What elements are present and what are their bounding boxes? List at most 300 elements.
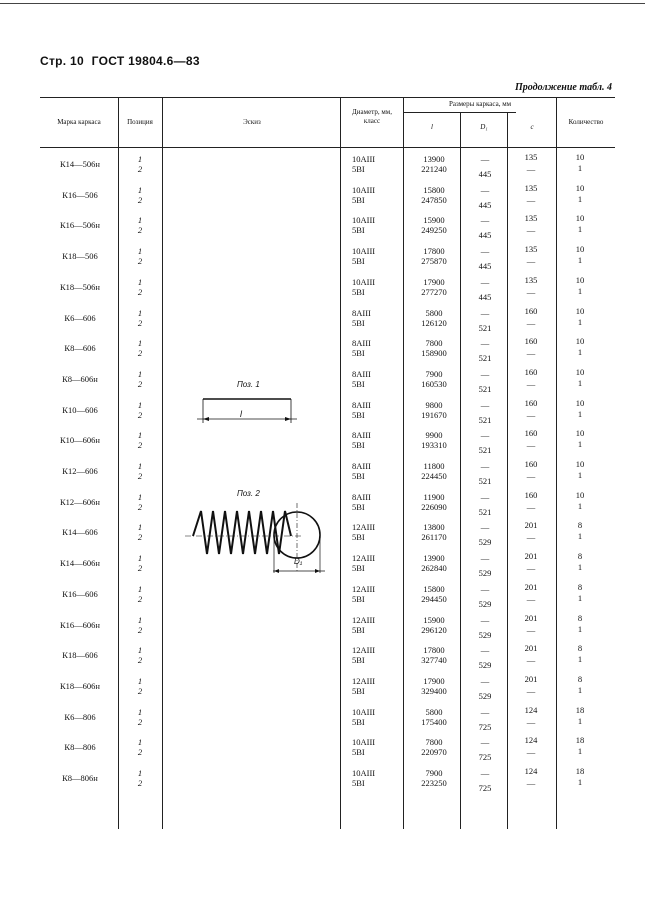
diameter-pos2: 5ВI xyxy=(352,624,365,635)
length-pos2: 221240 xyxy=(421,164,447,174)
position-2: 2 xyxy=(137,256,143,267)
qty-pos1: 18 xyxy=(575,704,585,715)
length-pos1: 13900 xyxy=(423,154,445,164)
c-pos1: 160 xyxy=(524,489,538,500)
qty-pos2: 1 xyxy=(577,654,583,665)
diameter-pos1: 12АIII xyxy=(352,522,376,533)
qty-pos1: 10 xyxy=(575,182,585,193)
c-pos2: — xyxy=(526,778,536,788)
header-diameter: Диаметр, мм, класс xyxy=(352,108,392,125)
c-pos1: 160 xyxy=(524,397,538,408)
c-pos1: 124 xyxy=(524,735,538,746)
header-sketch: Эскиз xyxy=(243,118,261,126)
position-2: 2 xyxy=(137,471,143,481)
c-pos1: 124 xyxy=(524,766,538,776)
position-2: 2 xyxy=(137,685,143,696)
qty-pos2: 1 xyxy=(577,470,583,480)
length-pos1: 13900 xyxy=(423,553,445,564)
diameter-pos2: 5ВI xyxy=(352,317,365,328)
top-rule xyxy=(0,3,645,4)
d1-pos2: 529 xyxy=(478,537,492,548)
diameter-pos1: 10АIII xyxy=(352,215,376,226)
length-pos2: 223250 xyxy=(421,778,447,788)
length-pos1: 7800 xyxy=(425,737,443,748)
frame-mark: К10—606н xyxy=(60,435,100,446)
frame-mark: К16—606н xyxy=(60,619,100,630)
qty-pos1: 8 xyxy=(577,612,583,623)
diameter-pos1: 10АIII xyxy=(352,768,376,778)
c-pos2: — xyxy=(526,563,536,574)
length-pos1: 13800 xyxy=(423,522,445,533)
frame-mark: К6—606 xyxy=(64,312,96,323)
c-pos2: — xyxy=(526,655,536,666)
diameter-pos2: 5ВI xyxy=(352,716,365,727)
length-pos2: 126120 xyxy=(421,317,447,328)
position-1: 1 xyxy=(137,399,143,410)
position-2: 2 xyxy=(137,348,143,359)
d1-pos2: 521 xyxy=(478,506,492,517)
position-2: 2 xyxy=(137,655,143,666)
c-pos2: — xyxy=(526,256,536,267)
qty-pos1: 10 xyxy=(575,428,585,439)
position-1: 1 xyxy=(137,215,143,226)
position-2: 2 xyxy=(137,164,143,174)
table-top-rule xyxy=(40,97,615,98)
standard-number: ГОСТ 19804.6—83 xyxy=(91,54,200,68)
c-pos2: — xyxy=(526,624,536,635)
qty-pos2: 1 xyxy=(577,408,583,419)
diameter-pos2: 5ВI xyxy=(352,563,365,574)
qty-pos1: 10 xyxy=(575,152,585,162)
qty-pos1: 10 xyxy=(575,274,585,285)
length-pos2: 220970 xyxy=(421,747,447,758)
diameter-pos2: 5ВI xyxy=(352,778,365,788)
c-pos1: 135 xyxy=(524,244,538,255)
diameter-pos1: 12АIII xyxy=(352,553,376,564)
c-pos1: 135 xyxy=(524,274,538,285)
position-1: 1 xyxy=(137,614,143,625)
d1-pos2: 445 xyxy=(478,261,492,272)
diameter-pos1: 10АIII xyxy=(352,706,376,717)
diameter-pos1: 12АIII xyxy=(352,583,376,594)
length-pos1: 5800 xyxy=(425,706,443,717)
d1-pos1: — xyxy=(480,338,490,349)
position-2: 2 xyxy=(137,563,143,574)
qty-pos1: 8 xyxy=(577,581,583,592)
c-pos1: 160 xyxy=(524,366,538,377)
qty-pos2: 1 xyxy=(577,193,583,204)
qty-pos1: 18 xyxy=(575,766,585,776)
position-1: 1 xyxy=(137,461,143,471)
frame-mark: К16—506н xyxy=(60,220,100,231)
header-c: c xyxy=(530,123,534,131)
position-2: 2 xyxy=(137,409,143,420)
qty-pos1: 18 xyxy=(575,735,585,746)
pos2-label: Поз. 2 xyxy=(237,489,260,498)
d1-label: D₁ xyxy=(294,557,303,566)
qty-pos1: 10 xyxy=(575,489,585,500)
d1-pos2: 445 xyxy=(478,169,492,179)
diameter-pos2: 5ВI xyxy=(352,194,365,205)
c-pos1: 135 xyxy=(524,152,538,162)
frame-mark: К16—506 xyxy=(62,189,98,200)
diameter-pos1: 8АIII xyxy=(352,461,371,471)
table-row xyxy=(40,460,615,491)
qty-pos2: 1 xyxy=(577,592,583,603)
qty-pos2: 1 xyxy=(577,715,583,726)
d1-pos2: 445 xyxy=(478,291,492,302)
c-pos2: — xyxy=(526,378,536,389)
diameter-pos2: 5ВI xyxy=(352,256,365,267)
c-pos2: — xyxy=(526,286,536,297)
page-number: Стр. 10 xyxy=(40,54,84,68)
frame-mark: К8—606 xyxy=(64,343,96,354)
table-row xyxy=(40,767,615,798)
header-mark: Марка каркаса xyxy=(57,118,101,126)
position-2: 2 xyxy=(137,317,143,328)
d1-pos1: — xyxy=(480,675,490,686)
position-1: 1 xyxy=(137,368,143,379)
d1-pos1: — xyxy=(480,461,490,471)
d1-pos1: — xyxy=(480,645,490,656)
c-pos2: — xyxy=(526,164,536,174)
diameter-pos1: 8АIII xyxy=(352,430,371,441)
position-1: 1 xyxy=(137,737,143,748)
c-pos2: — xyxy=(526,471,536,481)
d1-pos2: 529 xyxy=(478,568,492,579)
position-1: 1 xyxy=(137,338,143,349)
header-l: l xyxy=(431,123,433,131)
diameter-pos2: 5ВI xyxy=(352,532,365,543)
frame-mark: К12—606 xyxy=(62,466,98,476)
position-2: 2 xyxy=(137,286,143,297)
table-row xyxy=(40,307,615,338)
length-pos2: 249250 xyxy=(421,225,447,236)
d1-pos2: 725 xyxy=(478,783,492,793)
length-pos1: 15800 xyxy=(423,184,445,195)
frame-mark: К8—806н xyxy=(62,773,98,783)
length-pos1: 7800 xyxy=(425,338,443,349)
d1-pos1: — xyxy=(480,154,490,164)
table-row xyxy=(40,399,615,430)
table-row xyxy=(40,614,615,645)
qty-pos1: 10 xyxy=(575,336,585,347)
diameter-pos1: 10АIII xyxy=(352,184,376,195)
c-pos2: — xyxy=(526,716,536,727)
c-pos2: — xyxy=(526,194,536,205)
frame-mark: К18—506н xyxy=(60,281,100,292)
length-pos2: 277270 xyxy=(421,286,447,297)
diameter-pos1: 12АIII xyxy=(352,675,376,686)
d1-pos2: 445 xyxy=(478,199,492,210)
table-row xyxy=(40,675,615,706)
qty-pos2: 1 xyxy=(577,285,583,296)
qty-pos1: 8 xyxy=(577,520,583,531)
position-2: 2 xyxy=(137,747,143,758)
diameter-pos1: 12АIII xyxy=(352,645,376,656)
d1-pos2: 521 xyxy=(478,322,492,333)
c-pos1: 201 xyxy=(524,581,538,592)
qty-pos2: 1 xyxy=(577,623,583,634)
length-pos2: 294450 xyxy=(421,593,447,604)
length-pos2: 175400 xyxy=(421,716,447,727)
frame-mark: К14—506н xyxy=(60,159,100,169)
frame-mark: К6—806 xyxy=(64,711,96,722)
qty-pos1: 10 xyxy=(575,366,585,377)
c-pos2: — xyxy=(526,348,536,359)
d1-pos2: 521 xyxy=(478,353,492,364)
d1-pos2: 521 xyxy=(478,476,492,486)
qty-pos1: 10 xyxy=(575,305,585,316)
d1-pos2: 529 xyxy=(478,598,492,609)
pos1-label: Поз. 1 xyxy=(237,380,260,389)
l-label: l xyxy=(240,409,242,419)
length-pos2: 329400 xyxy=(421,685,447,696)
diameter-pos2: 5ВI xyxy=(352,655,365,666)
diameter-pos1: 10АIII xyxy=(352,737,376,748)
section-drawing xyxy=(273,495,333,585)
table-continuation: Продолжение табл. 4 xyxy=(514,82,612,93)
frame-mark: К12—606н xyxy=(60,496,100,507)
qty-pos2: 1 xyxy=(577,347,583,358)
c-pos2: — xyxy=(526,440,536,451)
qty-pos2: 1 xyxy=(577,684,583,695)
c-pos1: 201 xyxy=(524,520,538,531)
d1-pos2: 529 xyxy=(478,660,492,671)
frame-mark: К16—606 xyxy=(62,588,98,599)
d1-pos1: — xyxy=(480,215,490,226)
table-row xyxy=(40,153,615,184)
c-pos1: 124 xyxy=(524,704,538,715)
position-2: 2 xyxy=(137,378,143,389)
qty-pos2: 1 xyxy=(577,163,583,173)
c-pos1: 201 xyxy=(524,673,538,684)
diameter-pos2: 5ВI xyxy=(352,164,365,174)
d1-pos1: — xyxy=(480,184,490,195)
frame-mark: К14—606н xyxy=(60,558,100,569)
qty-pos1: 8 xyxy=(577,673,583,684)
c-pos2: — xyxy=(526,317,536,328)
qty-pos2: 1 xyxy=(577,224,583,235)
c-pos2: — xyxy=(526,501,536,512)
position-2: 2 xyxy=(137,194,143,205)
frame-mark: К18—506 xyxy=(62,251,98,262)
length-pos1: 11900 xyxy=(423,491,445,502)
length-pos2: 158900 xyxy=(421,348,447,359)
d1-pos1: — xyxy=(480,368,490,379)
diameter-pos1: 8АIII xyxy=(352,491,371,502)
length-pos1: 7900 xyxy=(425,768,443,778)
position-1: 1 xyxy=(137,768,143,778)
c-pos1: 135 xyxy=(524,182,538,193)
frame-section xyxy=(273,495,333,590)
table-row xyxy=(40,245,615,276)
qty-pos2: 1 xyxy=(577,316,583,327)
d1-pos2: 521 xyxy=(478,383,492,394)
length-pos1: 9900 xyxy=(425,430,443,441)
diameter-pos1: 8АIII xyxy=(352,338,371,349)
d1-pos1: — xyxy=(480,737,490,748)
table-row xyxy=(40,429,615,460)
diameter-pos2: 5ВI xyxy=(352,747,365,758)
length-pos2: 296120 xyxy=(421,624,447,635)
table-row xyxy=(40,214,615,245)
qty-pos2: 1 xyxy=(577,562,583,573)
qty-pos1: 10 xyxy=(575,213,585,224)
d1-pos2: 521 xyxy=(478,414,492,425)
qty-pos1: 10 xyxy=(575,397,585,408)
qty-pos2: 1 xyxy=(577,377,583,388)
frame-mark: К8—606н xyxy=(62,373,98,384)
length-pos2: 262840 xyxy=(421,563,447,574)
length-pos2: 247850 xyxy=(421,194,447,205)
position-2: 2 xyxy=(137,593,143,604)
length-pos1: 17800 xyxy=(423,246,445,257)
position-1: 1 xyxy=(137,553,143,564)
d1-pos1: — xyxy=(480,430,490,441)
spec-table xyxy=(40,97,615,829)
length-pos1: 15900 xyxy=(423,614,445,625)
frame-mark: К8—806 xyxy=(64,742,96,753)
c-pos1: 160 xyxy=(524,305,538,316)
c-pos1: 135 xyxy=(524,213,538,224)
position-1: 1 xyxy=(137,154,143,164)
diameter-pos1: 10АIII xyxy=(352,154,376,164)
position-2: 2 xyxy=(137,225,143,236)
d1-pos2: 725 xyxy=(478,752,492,763)
length-pos1: 15800 xyxy=(423,583,445,594)
length-pos1: 11800 xyxy=(423,461,445,471)
length-pos2: 193310 xyxy=(421,440,447,451)
diameter-pos2: 5ВI xyxy=(352,593,365,604)
qty-pos2: 1 xyxy=(577,439,583,450)
frame-mark: К14—606 xyxy=(62,527,98,538)
length-pos1: 15900 xyxy=(423,215,445,226)
length-pos1: 17800 xyxy=(423,645,445,656)
d1-pos2: 529 xyxy=(478,690,492,701)
c-pos1: 160 xyxy=(524,336,538,347)
table-row xyxy=(40,644,615,675)
position-1: 1 xyxy=(137,675,143,686)
position-2: 2 xyxy=(137,624,143,635)
c-pos2: — xyxy=(526,593,536,604)
position-1: 1 xyxy=(137,276,143,287)
d1-pos1: — xyxy=(480,399,490,410)
position-1: 1 xyxy=(137,491,143,502)
c-pos2: — xyxy=(526,747,536,758)
length-pos1: 17900 xyxy=(423,675,445,686)
header-position: Позиция xyxy=(127,118,153,126)
c-pos1: 160 xyxy=(524,428,538,439)
diameter-pos1: 10АIII xyxy=(352,246,376,257)
qty-pos1: 10 xyxy=(575,459,585,469)
page-header xyxy=(40,54,200,68)
diameter-pos2: 5ВI xyxy=(352,685,365,696)
length-pos2: 327740 xyxy=(421,655,447,666)
d1-pos1: — xyxy=(480,768,490,778)
d1-pos1: — xyxy=(480,522,490,533)
d1-pos1: — xyxy=(480,276,490,287)
diameter-pos1: 8АIII xyxy=(352,368,371,379)
position-2: 2 xyxy=(137,501,143,512)
diameter-pos1: 8АIII xyxy=(352,307,371,318)
qty-pos2: 1 xyxy=(577,255,583,266)
frame-mark: К10—606 xyxy=(62,404,98,415)
table-row xyxy=(40,368,615,399)
d1-pos2: 445 xyxy=(478,230,492,241)
length-pos1: 9800 xyxy=(425,399,443,410)
diameter-pos2: 5ВI xyxy=(352,225,365,236)
length-pos1: 5800 xyxy=(425,307,443,318)
position-2: 2 xyxy=(137,716,143,727)
table-row xyxy=(40,736,615,767)
table-row xyxy=(40,276,615,307)
qty-pos2: 1 xyxy=(577,777,583,787)
d1-pos1: — xyxy=(480,706,490,717)
qty-pos1: 8 xyxy=(577,643,583,654)
position-1: 1 xyxy=(137,307,143,318)
diameter-pos2: 5ВI xyxy=(352,471,365,481)
c-pos1: 201 xyxy=(524,551,538,562)
length-pos2: 226090 xyxy=(421,501,447,512)
position-1: 1 xyxy=(137,522,143,533)
c-pos1: 201 xyxy=(524,643,538,654)
position-1: 1 xyxy=(137,706,143,717)
d1-pos1: — xyxy=(480,614,490,625)
length-pos2: 160530 xyxy=(421,378,447,389)
diameter-pos1: 8АIII xyxy=(352,399,371,410)
d1-pos1: — xyxy=(480,583,490,594)
qty-pos1: 10 xyxy=(575,244,585,255)
position-1: 1 xyxy=(137,246,143,257)
diameter-pos1: 12АIII xyxy=(352,614,376,625)
diameter-pos2: 5ВI xyxy=(352,409,365,420)
c-pos2: — xyxy=(526,225,536,236)
header-bottom-rule xyxy=(40,147,615,148)
position-1: 1 xyxy=(137,184,143,195)
length-pos1: 17900 xyxy=(423,276,445,287)
d1-pos2: 521 xyxy=(478,445,492,456)
c-pos1: 201 xyxy=(524,612,538,623)
d1-pos1: — xyxy=(480,246,490,257)
length-pos2: 261170 xyxy=(421,532,447,543)
length-pos1: 7900 xyxy=(425,368,443,379)
d1-pos2: 529 xyxy=(478,629,492,640)
d1-pos2: 725 xyxy=(478,721,492,732)
qty-pos2: 1 xyxy=(577,500,583,511)
c-pos2: — xyxy=(526,685,536,696)
position-1: 1 xyxy=(137,583,143,594)
header-dims-group: Размеры каркаса, мм xyxy=(448,100,512,108)
position-2: 2 xyxy=(137,778,143,788)
length-pos2: 275870 xyxy=(421,256,447,267)
diameter-pos2: 5ВI xyxy=(352,286,365,297)
diameter-pos1: 10АIII xyxy=(352,276,376,287)
table-row xyxy=(40,706,615,737)
qty-pos2: 1 xyxy=(577,531,583,542)
c-pos2: — xyxy=(526,532,536,543)
diameter-pos2: 5ВI xyxy=(352,378,365,389)
frame-mark: К18—606 xyxy=(62,650,98,661)
header-qty: Количество xyxy=(568,118,604,126)
c-pos1: 160 xyxy=(524,459,538,469)
position-2: 2 xyxy=(137,440,143,451)
c-pos2: — xyxy=(526,409,536,420)
position-2: 2 xyxy=(137,532,143,543)
length-pos2: 191670 xyxy=(421,409,447,420)
diameter-pos2: 5ВI xyxy=(352,440,365,451)
d1-pos1: — xyxy=(480,553,490,564)
